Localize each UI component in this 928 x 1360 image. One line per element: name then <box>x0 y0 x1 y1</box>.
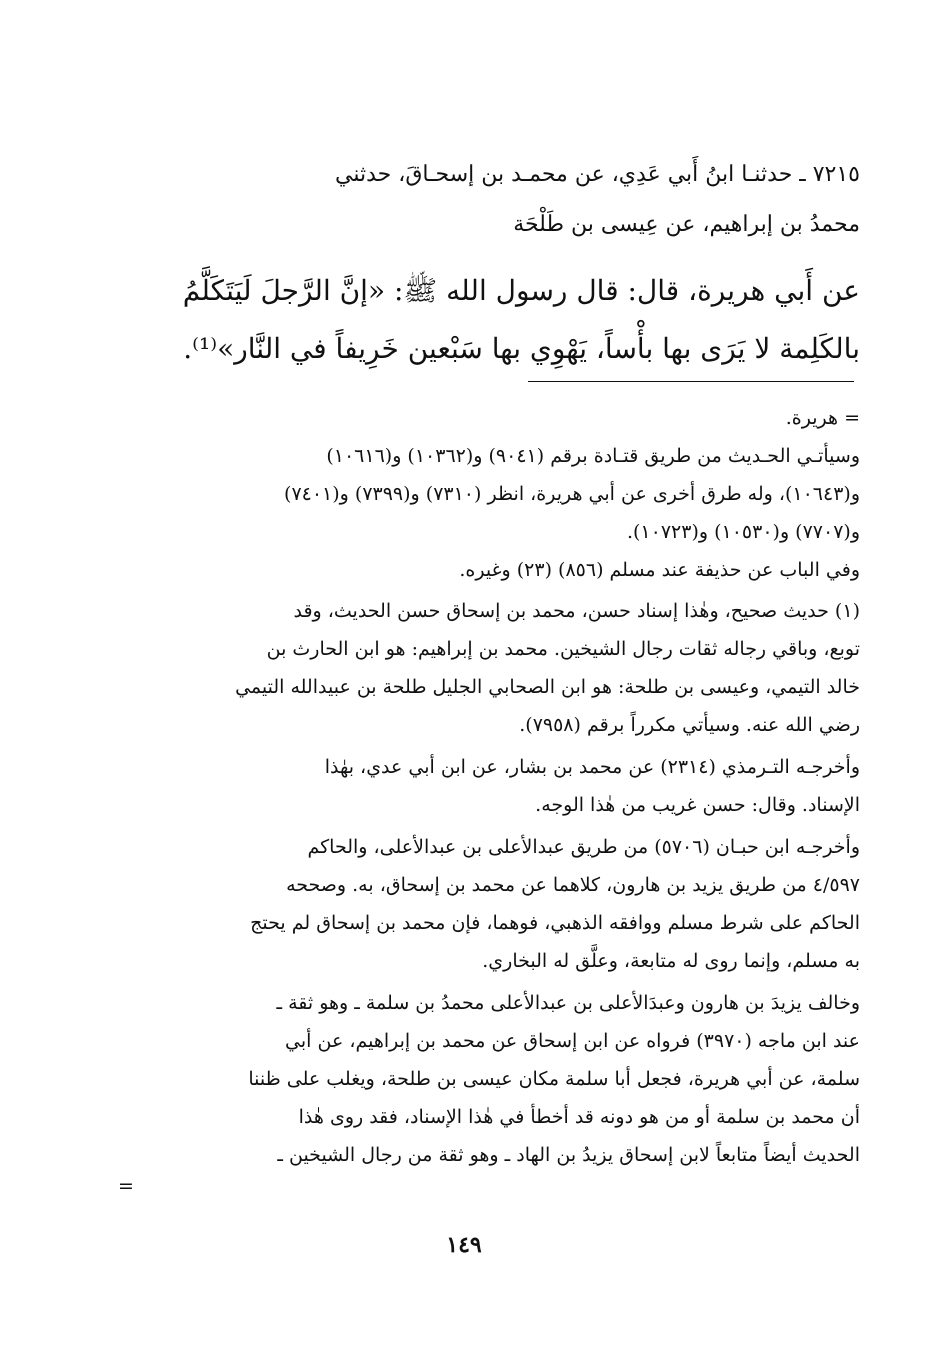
footnote-separator <box>528 381 854 382</box>
footnote-line: وسيأتـي الحـديث من طريق قتـادة برقم (٩٠٤١) و(١٠٣٦٢) و(١٠٦١٦) <box>326 445 860 467</box>
matn-line: عن أَبي هريرة، قال: قال رسول الله ﷺ: «إنَّ الرَّجلَ لَيَتَكَلَّمُ <box>182 274 860 307</box>
footnote-line: و(٧٧٠٧) و(١٠٥٣٠) و(١٠٧٢٣). <box>626 521 860 543</box>
footnote-line: سلمة، عن أبي هريرة، فجعل أبا سلمة مكان عيسى بن طلحة، ويغلب على ظننا <box>248 1068 860 1090</box>
footnote-line: خالد التيمي، وعيسى بن طلحة: هو ابن الصحابي الجليل طلحة بن عبيدالله التيمي <box>235 676 860 698</box>
footnote-line: الحاكم على شرط مسلم ووافقه الذهبي، فوهما، فإن محمد بن إسحاق لم يحتج <box>250 912 860 934</box>
footnote-line: الحديث أيضاً متابعاً لابن إسحاق يزيدُ بن الهاد ـ وهو ثقة من رجال الشيخين ـ <box>277 1144 860 1166</box>
footnote-line: الإسناد. وقال: حسن غريب من هٰذا الوجه. <box>535 794 860 816</box>
footnote-line: به مسلم، وإنما روى له متابعة، وعلَّق له البخاري. <box>482 950 860 972</box>
footnote-line: وفي الباب عن حذيفة عند مسلم (٨٥٦) (٢٣) وغيره. <box>459 559 860 581</box>
footnote-line: رضي الله عنه. وسيأتي مكرراً برقم (٧٩٥٨). <box>519 714 860 736</box>
matn-line: بالكَلِمة لا يَرَى بها بأْساً، يَهْوِي بها سَبْعين خَرِيفاً في النَّار»⁽¹⁾. <box>183 332 860 365</box>
footnote-line: عند ابن ماجه (٣٩٧٠) فرواه عن ابن إسحاق عن محمد بن إبراهيم، عن أبي <box>285 1030 860 1052</box>
footnote-line: توبع، وباقي رجاله ثقات رجال الشيخين. محمد بن إبراهيم: هو ابن الحارث بن <box>266 638 860 660</box>
footnote-line: و(١٠٦٤٣)، وله طرق أخرى عن أبي هريرة، انظر (٧٣١٠) و(٧٣٩٩) و(٧٤٠١) <box>284 483 860 505</box>
footnote-line: ٤/٥٩٧ من طريق يزيد بن هارون، كلاهما عن محمد بن إسحاق، به. وصححه <box>286 874 860 896</box>
footnote-line: وأخرجـه التـرمذي (٢٣١٤) عن محمد بن بشار، عن ابن أبي عدي، بهٰذا <box>324 756 860 778</box>
footnote-line: وأخرجـه ابن حبـان (٥٧٠٦) من طريق عبدالأعلى بن عبدالأعلى، والحاكم <box>307 836 860 858</box>
footnote-line: (١) حديث صحيح، وهٰذا إسناد حسن، محمد بن إسحاق حسن الحديث، وقد <box>293 600 860 622</box>
footnote-line: = هريرة. <box>785 407 860 429</box>
continuation-mark: = <box>118 1175 134 1197</box>
footnote-line: وخالف يزيدَ بن هارون وعبدَالأعلى بن عبدالأعلى محمدُ بن سلمة ـ وهو ثقة ـ <box>276 992 860 1014</box>
page-number: ١٤٩ <box>446 1232 482 1258</box>
isnad-line: ٧٢١٥ ـ حدثنـا ابنُ أَبي عَدِي، عن محمـد بن إسحـاقَ، حدثني <box>334 162 860 187</box>
isnad-line: محمدُ بن إبراهيم، عن عِيسى بن طَلْحَة <box>513 212 860 237</box>
footnote-line: أن محمد بن سلمة أو من هو دونه قد أخطأ في هٰذا الإسناد، فقد روى هٰذا <box>298 1106 860 1128</box>
